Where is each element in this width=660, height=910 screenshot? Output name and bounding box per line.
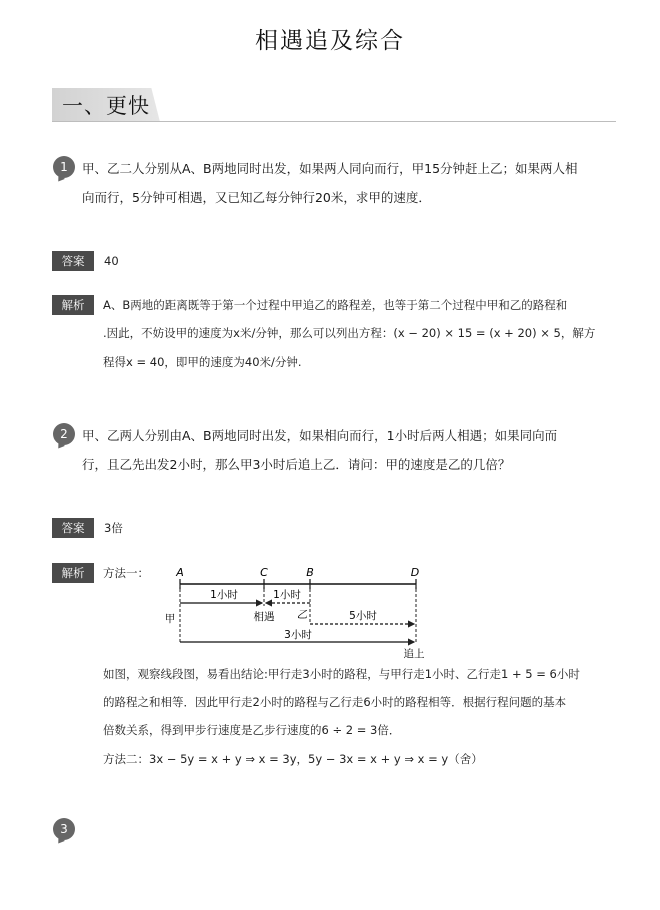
answer-value: 3倍 bbox=[104, 521, 123, 535]
explain-line-3: 倍数关系，得到甲步行速度是乙步行速度的6 ÷ 2 = 3倍． bbox=[103, 723, 401, 737]
analysis-line-2: .因此，不妨设甲的速度为x米/分钟，那么可以列出方程：(x − 20) × 15 = (x + 20) × 5，解方 bbox=[103, 326, 596, 340]
method-1-label: 方法一： bbox=[103, 566, 149, 580]
question-number-badge: 1 bbox=[53, 156, 75, 178]
segment-ad-label: 3小时 bbox=[284, 629, 312, 641]
point-a-label: A bbox=[176, 566, 184, 579]
answer-value: 40 bbox=[104, 254, 119, 268]
question-number-badge: 3 bbox=[53, 818, 75, 840]
catch-up-label: 追上 bbox=[403, 648, 425, 660]
analysis-line-1: A、B两地的距离既等于第一个过程中甲追乙的路程差，也等于第二个过程中甲和乙的路程和 bbox=[103, 298, 568, 312]
answer-tag: 答案 bbox=[52, 518, 94, 538]
yi-label: 乙 bbox=[296, 609, 308, 621]
point-c-label: C bbox=[260, 566, 268, 579]
analysis-tag: 解析 bbox=[52, 563, 94, 583]
question-1-line-1: 甲、乙二人分别从A、B两地同时出发，如果两人同向而行，甲15分钟赶上乙；如果两人相 bbox=[82, 161, 578, 176]
point-b-label: B bbox=[306, 566, 314, 579]
jia-label: 甲 bbox=[164, 613, 176, 625]
explain-line-1: 如图，观察线段图，易看出结论:甲行走3小时的路程，与甲行走1小时、乙行走1 + 5 = 6小时 bbox=[103, 667, 580, 681]
explain-line-2: 的路程之和相等．因此甲行走2小时的路程与乙行走6小时的路程相等．根据行程问题的基本 bbox=[103, 695, 567, 709]
meet-label: 相遇 bbox=[253, 611, 275, 623]
line-segment-diagram bbox=[160, 562, 430, 662]
section-divider bbox=[52, 121, 616, 122]
segment-ac-label: 1小时 bbox=[210, 589, 238, 601]
question-2-line-1: 甲、乙两人分别由A、B两地同时出发，如果相向而行，1小时后两人相遇；如果同向而 bbox=[82, 428, 558, 443]
analysis-tag: 解析 bbox=[52, 295, 94, 315]
method-2-line: 方法二：3x − 5y = x + y ⇒ x = 3y，5y − 3x = x + y ⇒ x = y（舍） bbox=[103, 752, 483, 766]
question-2-line-2: 行，且乙先出发2小时，那么甲3小时后追上乙．请问：甲的速度是乙的几倍？ bbox=[82, 457, 511, 472]
analysis-line-3: 程得x = 40，即甲的速度为40米/分钟. bbox=[103, 355, 302, 369]
point-d-label: D bbox=[410, 566, 420, 579]
page-title: 相遇追及综合 bbox=[255, 28, 405, 54]
section-title: 一、更快 bbox=[62, 94, 150, 118]
answer-tag: 答案 bbox=[52, 251, 94, 271]
segment-bd-label: 5小时 bbox=[349, 610, 377, 622]
question-number-badge: 2 bbox=[53, 423, 75, 445]
segment-cb-label: 1小时 bbox=[273, 589, 301, 601]
question-1-line-2: 向而行，5分钟可相遇，又已知乙每分钟行20米，求甲的速度． bbox=[82, 190, 431, 205]
